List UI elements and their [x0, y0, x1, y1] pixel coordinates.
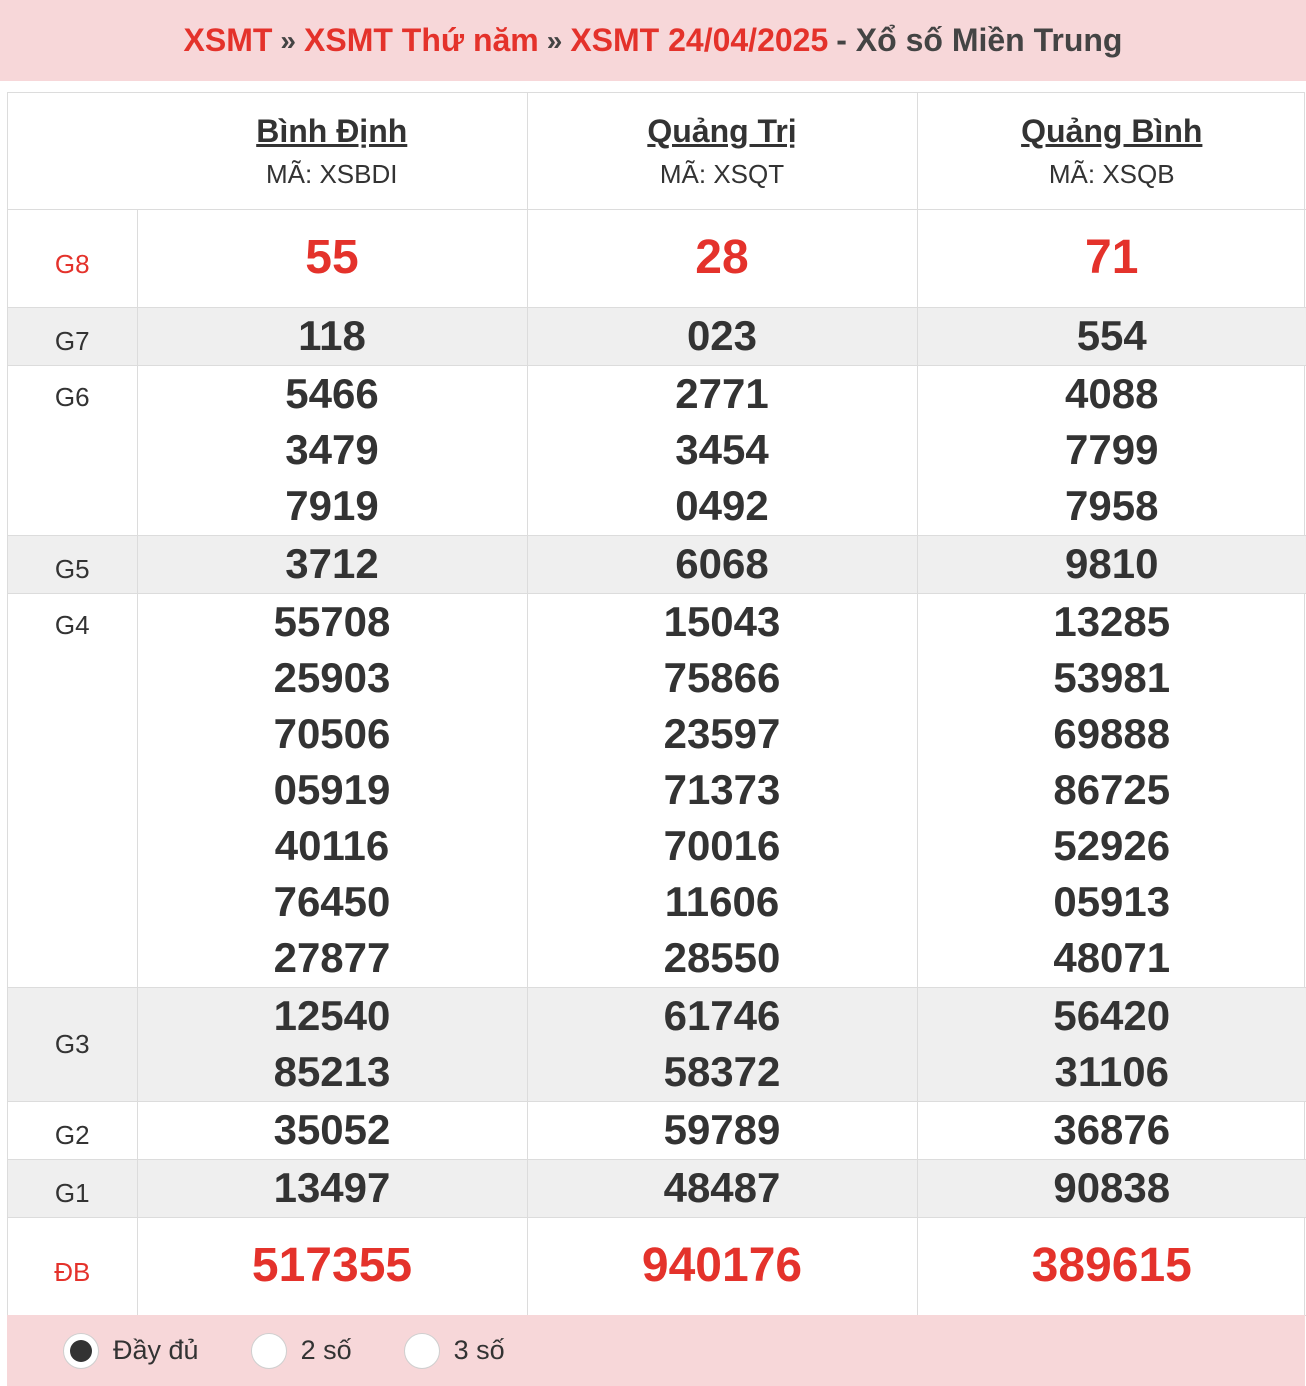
results-table [8, 93, 1306, 1316]
breadcrumb-link-weekday[interactable]: XSMT Thứ năm [304, 22, 539, 58]
prize-label: G8 [54, 248, 90, 279]
prize-number: 48487 [663, 1164, 781, 1211]
prize-row-g7 [8, 307, 1306, 365]
option-label: 2 số [300, 1335, 352, 1365]
radio-full-selected[interactable] [63, 1333, 99, 1369]
prize-row-g6 [8, 365, 1306, 535]
prize-number: 3712 [285, 540, 379, 587]
prize-value-cell [917, 209, 1306, 307]
breadcrumb-link-date[interactable]: XSMT 24/04/2025 [570, 22, 829, 58]
prize-value-cell [137, 987, 527, 1101]
prize-value-cell [917, 1101, 1306, 1159]
prize-number: 4088 [1065, 370, 1159, 417]
prize-value-cell [527, 1159, 917, 1217]
prize-value-cell [917, 1159, 1306, 1217]
prize-number: 7919 [285, 482, 379, 529]
province-link-quang-tri[interactable]: Quảng Trị [647, 112, 797, 149]
prize-value-cell [137, 1101, 527, 1159]
prize-label: G2 [54, 1119, 90, 1150]
prize-number: 85213 [273, 1048, 391, 1095]
prize-value-cell [137, 535, 527, 593]
prize-number: 3454 [675, 426, 769, 473]
prize-value-cell [917, 1217, 1306, 1315]
prize-value-cell [527, 987, 917, 1101]
province-code: MÃ: XSQT [659, 158, 785, 189]
prize-label-cell [8, 209, 137, 307]
prize-number: 15043 [663, 598, 781, 645]
prize-value-cell [137, 365, 527, 535]
prize-number: 71 [1085, 231, 1139, 284]
prize-number: 58372 [663, 1048, 781, 1095]
prize-number: 28 [695, 231, 749, 284]
prize-number: 023 [686, 312, 758, 359]
prize-label-cell [8, 1159, 137, 1217]
option-label: Đầy đủ [113, 1335, 199, 1365]
province-header [527, 93, 917, 209]
prize-value-cell [527, 593, 917, 987]
prize-number: 28550 [663, 934, 781, 981]
prize-number: 86725 [1053, 766, 1171, 813]
prize-label: G7 [54, 325, 90, 356]
prize-label: G5 [54, 553, 90, 584]
prize-value-cell [527, 1217, 917, 1315]
prize-number: 2771 [675, 370, 769, 417]
prize-number: 76450 [273, 878, 391, 925]
prize-row-g4 [8, 593, 1306, 987]
prize-number: 5466 [285, 370, 379, 417]
prize-label-cell [8, 1217, 137, 1315]
breadcrumb-link-xsmt[interactable]: XSMT [183, 22, 273, 58]
prize-number: 40116 [274, 822, 390, 869]
display-options-bar [7, 1315, 1305, 1386]
results-table-wrapper [7, 92, 1305, 1316]
prize-number: 05913 [1053, 878, 1171, 925]
prize-number: 55 [305, 231, 359, 284]
prize-number: 71373 [663, 766, 781, 813]
prize-label-cell [8, 365, 137, 535]
prize-number: 554 [1076, 312, 1147, 359]
prize-value-cell [137, 307, 527, 365]
option-3-digits[interactable] [404, 1333, 505, 1369]
prize-value-cell [137, 1217, 527, 1315]
prize-row-g8 [8, 209, 1306, 307]
prize-row-g3 [8, 987, 1306, 1101]
prize-value-cell [917, 593, 1306, 987]
prize-number: 70506 [273, 710, 391, 757]
prize-value-cell [917, 365, 1306, 535]
prize-number: 53981 [1053, 654, 1171, 701]
province-header-row [8, 93, 1306, 209]
province-code: MÃ: XSQB [1048, 158, 1175, 189]
prize-label: G3 [54, 1028, 90, 1059]
prize-label: G4 [54, 609, 90, 640]
option-label: 3 số [453, 1335, 505, 1365]
province-header [137, 93, 527, 209]
prize-number: 05919 [273, 766, 391, 813]
breadcrumb-header [0, 0, 1306, 81]
prize-number: 55708 [273, 598, 391, 645]
prize-row-g1 [8, 1159, 1306, 1217]
prize-number: 75866 [663, 654, 781, 701]
prize-number: 118 [298, 312, 366, 359]
prize-value-cell [527, 535, 917, 593]
prize-label: G6 [54, 381, 90, 412]
prize-number: 517355 [251, 1239, 413, 1292]
prize-number: 23597 [663, 710, 781, 757]
prize-label-cell [8, 307, 137, 365]
prize-label-cell [8, 1101, 137, 1159]
option-full[interactable] [63, 1333, 199, 1369]
prize-label-cell [8, 535, 137, 593]
option-2-digits[interactable] [251, 1333, 352, 1369]
prize-number: 940176 [641, 1239, 803, 1292]
prize-label: ĐB [54, 1256, 91, 1287]
prize-number: 11606 [664, 878, 780, 925]
prize-value-cell [917, 987, 1306, 1101]
prize-number: 90838 [1053, 1164, 1171, 1211]
prize-value-cell [527, 1101, 917, 1159]
prize-number: 7958 [1065, 482, 1159, 529]
province-link-quang-binh[interactable]: Quảng Bình [1021, 112, 1203, 149]
prize-number: 69888 [1053, 710, 1171, 757]
prize-number: 6068 [675, 540, 769, 587]
prize-value-cell [137, 593, 527, 987]
page-title-tail: - Xổ số Miền Trung [836, 22, 1123, 58]
prize-number: 31106 [1054, 1048, 1169, 1095]
prize-number: 25903 [273, 654, 391, 701]
radio-2-digits[interactable] [251, 1333, 287, 1369]
breadcrumb-separator: » [280, 24, 296, 56]
prize-label: G1 [54, 1177, 90, 1208]
prize-value-cell [917, 307, 1306, 365]
prize-number: 3479 [285, 426, 379, 473]
prize-number: 35052 [273, 1106, 391, 1153]
province-link-binh-dinh[interactable]: Bình Định [256, 112, 408, 149]
prize-label-cell [8, 593, 137, 987]
prize-number: 48071 [1053, 934, 1171, 981]
province-header [917, 93, 1306, 209]
prize-number: 12540 [273, 992, 391, 1039]
prize-value-cell [527, 209, 917, 307]
corner-cell [8, 93, 137, 209]
prize-number: 36876 [1053, 1106, 1171, 1153]
prize-number: 13285 [1053, 598, 1171, 645]
prize-number: 59789 [663, 1106, 781, 1153]
radio-3-digits[interactable] [404, 1333, 440, 1369]
prize-number: 13497 [273, 1164, 391, 1211]
prize-row-g5 [8, 535, 1306, 593]
prize-number: 389615 [1031, 1239, 1192, 1292]
province-code: MÃ: XSBDI [266, 158, 398, 189]
prize-number: 56420 [1053, 992, 1171, 1039]
prize-row-db [8, 1217, 1306, 1315]
prize-number: 52926 [1053, 822, 1171, 869]
prize-number: 61746 [663, 992, 781, 1039]
prize-value-cell [137, 1159, 527, 1217]
prize-label-cell [8, 987, 137, 1101]
prize-value-cell [527, 307, 917, 365]
prize-value-cell [137, 209, 527, 307]
prize-number: 27877 [273, 934, 391, 981]
prize-value-cell [917, 535, 1306, 593]
breadcrumb-separator: » [546, 24, 563, 56]
prize-number: 7799 [1065, 426, 1159, 473]
prize-value-cell [527, 365, 917, 535]
prize-number: 70016 [663, 822, 781, 869]
prize-number: 0492 [675, 482, 769, 529]
prize-row-g2 [8, 1101, 1306, 1159]
prize-number: 9810 [1065, 540, 1159, 587]
